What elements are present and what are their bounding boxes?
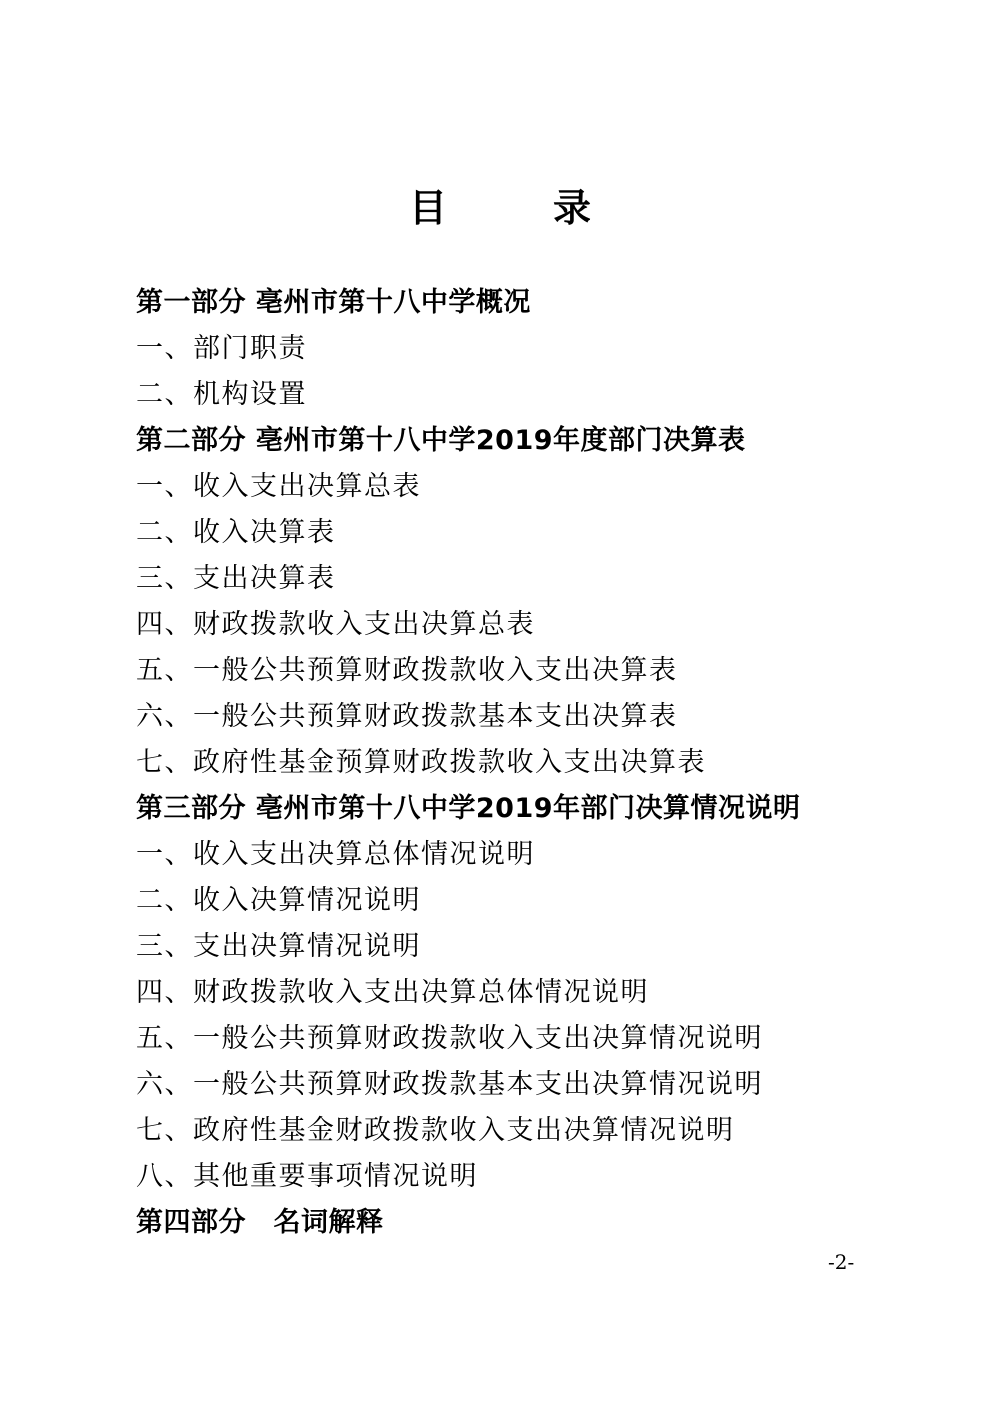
toc-part-2: 第二部分 亳州市第十八中学2019年度部门决算表 <box>136 425 746 456</box>
page-title: 目 录 <box>408 186 625 230</box>
toc-item: 七、政府性基金财政拨款收入支出决算情况说明 <box>136 1115 735 1146</box>
toc-item: 六、一般公共预算财政拨款基本支出决算情况说明 <box>136 1069 763 1100</box>
toc-item: 三、支出决算情况说明 <box>136 931 421 962</box>
toc-item: 五、一般公共预算财政拨款收入支出决算情况说明 <box>136 1023 763 1054</box>
toc-item: 一、收入支出决算总表 <box>136 471 421 502</box>
toc-item: 一、部门职责 <box>136 333 307 364</box>
toc-item: 三、支出决算表 <box>136 563 336 594</box>
toc-part-1: 第一部分 亳州市第十八中学概况 <box>136 287 531 318</box>
toc-part-4: 第四部分 名词解释 <box>136 1207 384 1238</box>
toc-item: 五、一般公共预算财政拨款收入支出决算表 <box>136 655 678 686</box>
toc-item: 四、财政拨款收入支出决算总体情况说明 <box>136 977 649 1008</box>
toc-item: 六、一般公共预算财政拨款基本支出决算表 <box>136 701 678 732</box>
toc-part-3: 第三部分 亳州市第十八中学2019年部门决算情况说明 <box>136 793 801 824</box>
toc-item: 四、财政拨款收入支出决算总表 <box>136 609 535 640</box>
toc-item: 二、机构设置 <box>136 379 307 410</box>
toc-item: 八、其他重要事项情况说明 <box>136 1161 478 1192</box>
page-number: -2- <box>828 1250 855 1274</box>
toc-item: 七、政府性基金预算财政拨款收入支出决算表 <box>136 747 706 778</box>
toc-item: 二、收入决算表 <box>136 517 336 548</box>
toc-item: 一、收入支出决算总体情况说明 <box>136 839 535 870</box>
toc-item: 二、收入决算情况说明 <box>136 885 421 916</box>
table-of-contents <box>136 280 916 1246</box>
